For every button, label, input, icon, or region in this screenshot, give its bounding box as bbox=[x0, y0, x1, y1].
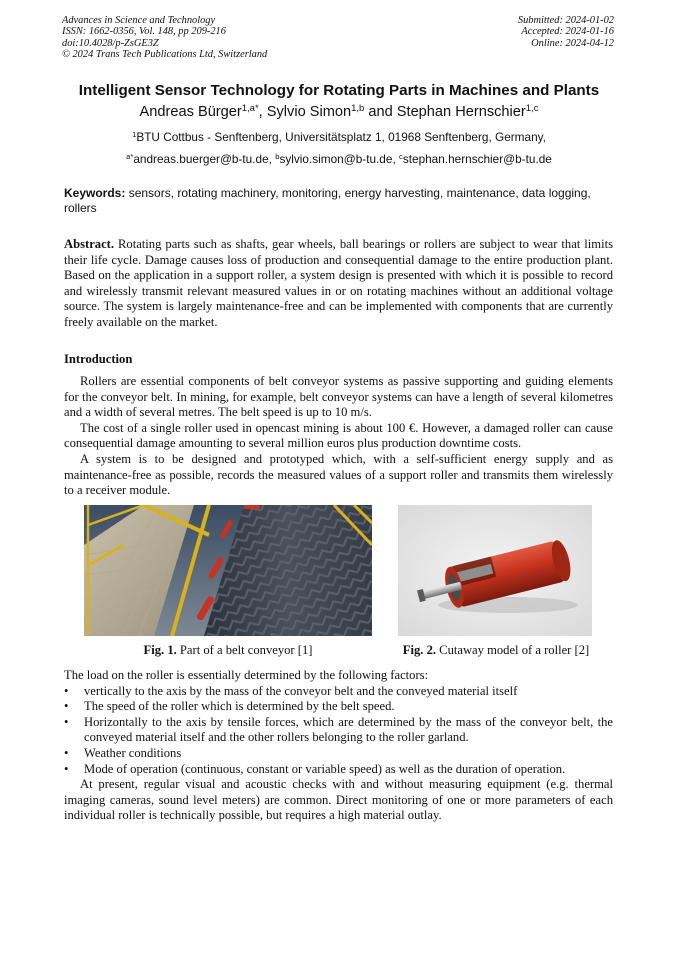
email-link[interactable]: andreas.buerger@b-tu.de bbox=[133, 152, 269, 166]
email-superscript: c bbox=[399, 152, 403, 162]
copyright-line: © 2024 Trans Tech Publications Ltd, Switzerland bbox=[62, 49, 268, 61]
abstract-label: Abstract. bbox=[64, 237, 115, 251]
figure-belt-conveyor-image bbox=[84, 505, 372, 636]
figure-2-caption bbox=[380, 643, 612, 658]
header-right bbox=[518, 15, 614, 49]
affiliation bbox=[40, 130, 638, 144]
list-item bbox=[64, 684, 613, 700]
load-section bbox=[64, 668, 613, 824]
bullet: • bbox=[64, 683, 69, 698]
figure-2-caption-text: Cutaway model of a roller [2] bbox=[436, 643, 590, 657]
list-item-text: Horizontally to the axis by tensile forces, which are determined by the mass of the conveyor belt, the conveyed material itself and the other rollers belonging to the roller garland. bbox=[84, 714, 613, 745]
paragraph: Rollers are essential components of belt conveyor systems as passive supporting and guiding elements for the conveyor belt. In mining, for example, belt conveyor systems can have a length of several kilometres and a width of several metres. The belt speed is up to 10 m/s. bbox=[64, 374, 613, 420]
author-name: Sylvio Simon bbox=[266, 104, 352, 120]
header-left bbox=[62, 15, 267, 61]
submitted-date: Submitted: 2024-01-02 bbox=[517, 15, 614, 26]
list-item-text: The speed of the roller which is determined by the belt speed. bbox=[84, 699, 395, 714]
email-link[interactable]: stephan.hernschier@b-tu.de bbox=[402, 152, 552, 166]
email-superscript: b bbox=[275, 152, 280, 162]
bullet: • bbox=[64, 761, 69, 776]
email-list bbox=[40, 152, 638, 166]
author-separator: , bbox=[258, 104, 267, 120]
figure-1-label: Fig. 1. bbox=[143, 643, 177, 657]
abstract bbox=[64, 237, 613, 331]
list-item-text: vertically to the axis by the mass of the conveyor belt and the conveyed material itself bbox=[84, 683, 518, 698]
email-link[interactable]: sylvio.simon@b-tu.de bbox=[279, 152, 393, 166]
list-item bbox=[64, 746, 613, 762]
list-item-text: Weather conditions bbox=[84, 745, 182, 760]
list-item bbox=[64, 762, 613, 778]
list-item bbox=[64, 699, 613, 715]
section-heading-introduction: Introduction bbox=[64, 352, 133, 366]
figure-2-label: Fig. 2. bbox=[402, 643, 437, 657]
email-separator: , bbox=[268, 152, 276, 166]
author-separator: and bbox=[364, 104, 397, 120]
author-name: Stephan Hernschier bbox=[396, 104, 526, 120]
email-separator: , bbox=[392, 152, 399, 166]
affiliation-text: BTU Cottbus - Senftenberg, Universitätsplatz 1, 01968 Senftenberg, Germany, bbox=[136, 130, 546, 144]
email-superscript: a* bbox=[126, 152, 134, 162]
journal-name: Advances in Science and Technology bbox=[62, 15, 216, 26]
affiliation-superscript: 1 bbox=[132, 130, 137, 140]
issn-line: ISSN: 1662-0356, Vol. 148, pp 209-216 bbox=[62, 26, 226, 38]
author-superscript: 1,a* bbox=[241, 103, 259, 115]
online-date: Online: 2024-04-12 bbox=[531, 37, 614, 49]
list-item bbox=[64, 715, 613, 746]
bullet: • bbox=[64, 699, 69, 714]
keywords-label: Keywords: bbox=[64, 186, 126, 200]
paragraph: The load on the roller is essentially determined by the following factors: bbox=[64, 668, 429, 682]
author-superscript: 1,c bbox=[525, 103, 539, 115]
bullet: • bbox=[64, 714, 69, 729]
abstract-text: Rotating parts such as shafts, gear wheels, ball bearings or rollers are subject to wear that limits their life cycle. Damage causes loss of production and consequential damage to the entire production plant. Based on the application in a support roller, a system design is presented with which it is possible to record and wirelessly transmit relevant measured values in or on rotating machines without an additional voltage source. The system is largely maintenance-free and can be implemented with components that are currently freely available on the market. bbox=[64, 237, 613, 329]
author-superscript: 1,b bbox=[351, 103, 365, 115]
introduction-body bbox=[64, 374, 613, 499]
figure-1-caption-text: Part of a belt conveyor [1] bbox=[176, 643, 313, 657]
figure-roller-cutaway-image bbox=[398, 505, 592, 636]
keywords-text: sensors, rotating machinery, monitoring, energy harvesting, maintenance, data logging, rollers bbox=[64, 186, 591, 215]
accepted-date: Accepted: 2024-01-16 bbox=[521, 26, 614, 38]
bullet: • bbox=[64, 745, 69, 760]
paragraph: At present, regular visual and acoustic checks with and without measuring equipment (e.g. thermal imaging cameras, sound level meters) are common. Direct monitoring of one or more parameters of each individual roller is technically possible, but requires a high material outlay. bbox=[64, 777, 613, 823]
doi-line: doi:10.4028/p-ZsGE3Z bbox=[62, 37, 159, 49]
list-item-text: Mode of operation (continuous, constant or variable speed) as well as the duration of operation. bbox=[84, 761, 566, 776]
load-factor-list bbox=[64, 684, 613, 778]
author-name: Andreas Bürger bbox=[139, 104, 242, 120]
author-list bbox=[40, 104, 638, 120]
paragraph: The cost of a single roller used in opencast mining is about 100 €. However, a damaged roller can cause consequential damage amounting to several million euros plus production downtime costs. bbox=[64, 420, 613, 451]
keywords bbox=[64, 186, 613, 216]
paper-title: Intelligent Sensor Technology for Rotating Parts in Machines and Plants bbox=[78, 82, 600, 99]
figure-1-caption bbox=[84, 643, 372, 658]
paragraph: A system is to be designed and prototyped which, with a self-sufficient energy supply and as maintenance-free as possible, records the measured values of a support roller and transmits them wirelessly to a receiver module. bbox=[64, 451, 613, 498]
